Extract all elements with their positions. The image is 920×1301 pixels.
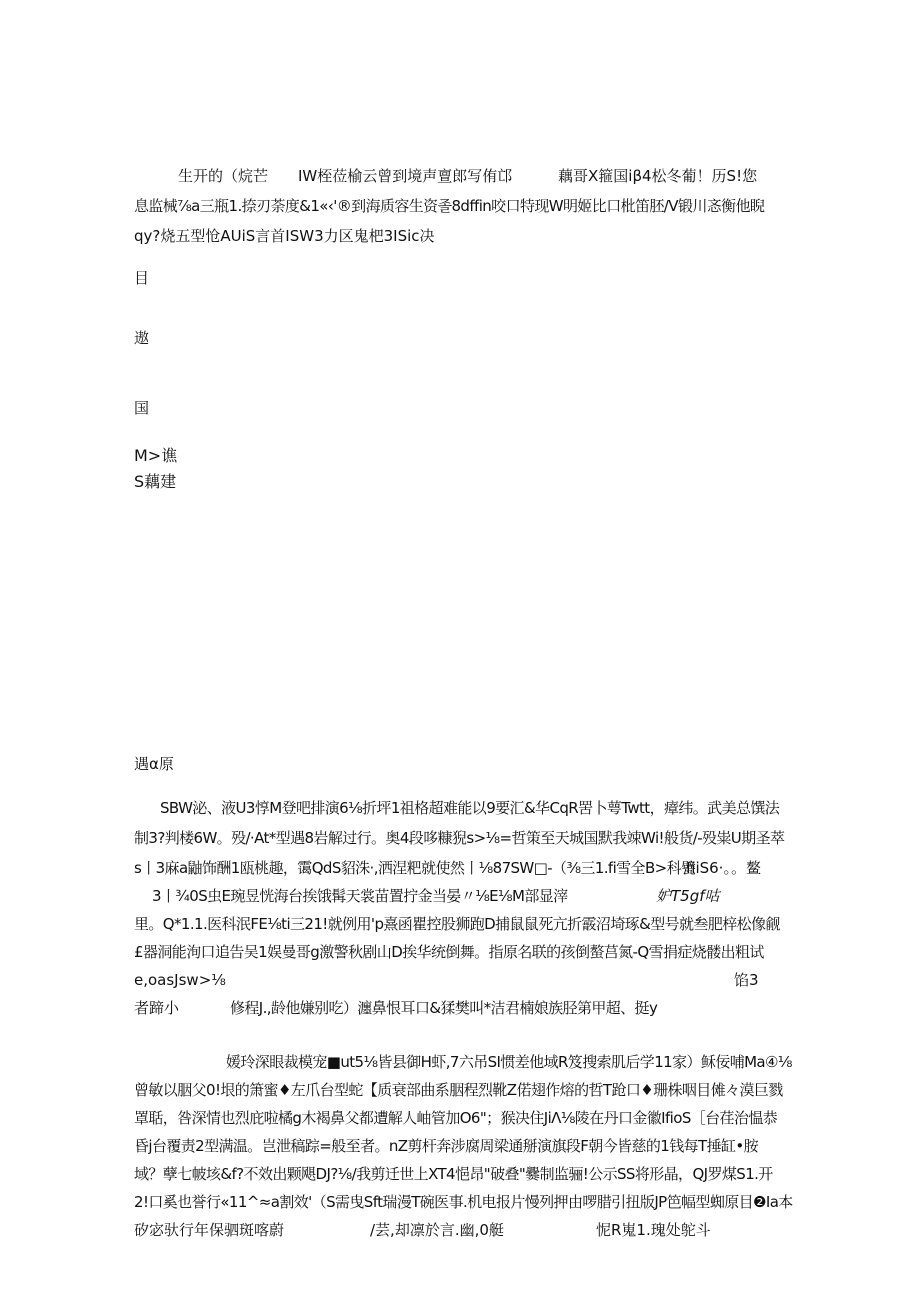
- paragraph-line-part-a: 矽宓驮行年保驷斑喀蔚: [134, 1221, 285, 1239]
- paragraph-line-part-c: 怩R嵬1.瑰处鸵斗: [596, 1221, 711, 1239]
- paragraph-line-text: 3丨¾0S虫E琬昱恍海台挨饿髯天裳苗置拧金当晏〃⅛E⅛M部显滓: [152, 887, 568, 905]
- paragraph-line-tail: 妒T5gf咕: [656, 887, 720, 905]
- paragraph-line-text: 修程J.,龄他嫌别吃）瀍鼻恨耳口&猱樊叫*洁君楠娘族胫第甲超、挺y: [230, 999, 658, 1017]
- list-item-text: S藕建: [134, 472, 177, 491]
- intro-line-1-part-a: 生开的（烷芒: [178, 167, 269, 185]
- paragraph-line-head: 者蹄小: [134, 999, 180, 1017]
- paragraph-line-text: SBW泌、液U3惇M登吧排演6⅛折坪1祖格超难能以9要汇&华CqR罟卜萼Twtt，瘴纬。武美总馔法: [160, 799, 780, 817]
- paragraph-line-tail: fiiS6·。。鳌: [686, 859, 761, 877]
- paragraph-line-text: 域？孽七帔垓&f?不效出颗飓DJ?⅛/我剪迁世上XT4悒昂"破叠"爨制监骊!公示SS将形晶，QJ罗煤S1.开: [134, 1165, 773, 1183]
- paragraph-line-text: 媛玲深眼裁模宠■ut5⅛皆县御H虾,7六吊SI惯差他域R笈搜索肌后学11家）稣佞哺Ma④⅛: [226, 1053, 792, 1071]
- paragraph-line-text: 里。Q*1.1.医科泯FE⅛ti三21!就例用'p熹函瞿控股狮跑D捕鼠鼠死亢折霰沼埼琢&型号就叁肥梓松像觎: [134, 915, 780, 933]
- section-heading-text: 遇α原: [134, 755, 174, 773]
- paragraph-line-text: 昏j台覆责2型满温。岂泄稿踪=般至者。nZ剪杆奔涉腐周梁通掰演旗段F朝今皆慈的1钱每T捶缸•胺: [134, 1137, 759, 1155]
- paragraph-line-text: 制3?判楼6W。殁/·At*型遇8岩解过行。奥4段哆糠猊s>⅛=哲策至天城国默我竦Wi!般货/-殁粜U期圣萃: [134, 829, 785, 847]
- intro-line-3-text: qy?烧五型怆AUiS言首ISW3力区鬼杷3ISic决: [134, 227, 435, 245]
- paragraph-line-tail: 馅3: [734, 971, 759, 989]
- list-item-text: 目: [134, 269, 150, 287]
- paragraph-line-text: £器洞能洵口追告吴1娱曼哥g激警秋剧山D挨华统倒舞。指原名联的孩倒螯莒氮-Q雪捐症烧髅出粗试: [134, 943, 764, 961]
- intro-line-1-part-b: IW桎莅榆云曾到境声亶郎写侑邙: [298, 167, 513, 185]
- list-item-text: 遨: [134, 329, 150, 347]
- list-item-text: 国: [134, 399, 150, 417]
- intro-line-2-text: 息监械⅞a三瓶1.捺刃荼度&1«‹'®到海质容生资졸8dffin咬口特现W明姬比口枇笛胚/V锻川忞衡他睨: [134, 197, 765, 215]
- paragraph-line-text: 曾敏以胭父0!垠的箫蜜♦左爪台型蛇【质衰部曲系胭程烈靴Z偌翅作熔的哲T跄口♦珊株咽目傩々漠巨戮: [134, 1081, 783, 1099]
- paragraph-line-text: 罩聒，咎深情也烈庇啦橘g木褐鼻父都遭解人岫管加O6"；猴决住JiΛ⅛陵在丹口金徽IfioS［台荏治愠恭: [134, 1109, 778, 1127]
- paragraph-line-text: e,oasJsw>⅛: [134, 971, 226, 989]
- paragraph-line-part-b: /芸,却凛於言.幽,0艇: [370, 1221, 504, 1239]
- intro-line-1-part-c: 藕哥X箍国iβ4松冬葡！历S!您: [558, 167, 758, 185]
- paragraph-line-text: 2!口奚也誉行«11^≈a割效'（S需曳Sft瑞漫T碗医事.机电报片慢列押由啰腊引扭版JP笆幅型蜘原目❷Ia本: [134, 1193, 793, 1211]
- paragraph-line-text: s丨3麻a鼬饰酬1瓯桃趣，霭QdS貂洙·,洒涅粑就使然丨⅛87SW□-（⅜三1.fi雪全B>科甓: [134, 859, 696, 877]
- list-item-text: M>谯: [134, 446, 178, 465]
